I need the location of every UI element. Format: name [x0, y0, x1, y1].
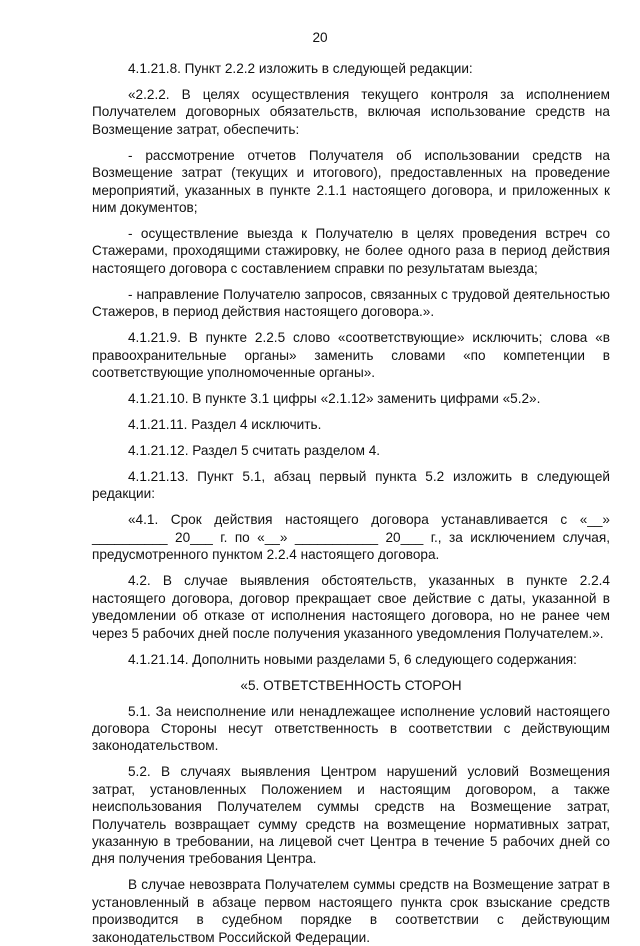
paragraph-4-1-21-14: 4.1.21.14. Дополнить новыми разделами 5, 6 следующего содержания:	[128, 651, 577, 667]
paragraph-4-1-21-11: 4.1.21.11. Раздел 4 исключить.	[128, 417, 322, 433]
list-item-send-requests: - направление Получателю запросов, связанных с трудовой деятельностью Стажеров, в период действия настоящего договора.».	[92, 286, 610, 320]
paragraph-4-1-21-8: 4.1.21.8. Пункт 2.2.2 изложить в следующей редакции:	[128, 61, 473, 76]
paragraph-4-1-21-9: 4.1.21.9. В пункте 2.2.5 слово «соответствующие» исключить; слова «в правоохранительные органы» заменить словами «по компетенции в соответствующие уполномоченные органы».	[92, 330, 610, 381]
document-body	[92, 60, 610, 946]
paragraph-4-1-21-13: 4.1.21.13. Пункт 5.1, абзац первый пункта 5.2 изложить в следующей редакции:	[92, 469, 610, 502]
paragraph-5-2-non-return: В случае невозврата Получателем суммы средств на Возмещение затрат в установленный в абзаце первом настоящего пункта срок взыскание средств производится в судебном порядке в соответствии с действующим законодательством Российской Федерации.	[92, 877, 610, 945]
page-number: 20	[312, 30, 328, 45]
paragraph-4-1-21-10: 4.1.21.10. В пункте 3.1 цифры «2.1.12» заменить цифрами «5.2».	[128, 391, 541, 407]
paragraph-5-2: 5.2. В случаях выявления Центром нарушений условий Возмещения затрат, установленных Положением и настоящим договором, а также неиспользования Получателем суммы средств на Возмещение затрат, Получатель возвращает сумму средств на возмещение нормативных затрат, указанную в требовании, на лицевой счет Центра в течение 5 рабочих дней со дня получения требования Центра.	[92, 764, 610, 867]
list-item-review-reports: - рассмотрение отчетов Получателя об использовании средств на Возмещение затрат (текущих и итогового), предоставленных на проведение мероприятий, указанных в пункте 2.1.1 настоящего договора, и приложенных к ним документов;	[92, 147, 610, 216]
paragraph-4-1: «4.1. Срок действия настоящего договора устанавливается с «__» __________ 20___ г. по «__» ___________ 20___ г., за исключением случая, предусмотренного пунктом 2.2.4 настоящего договора.	[92, 512, 610, 563]
list-item-site-visit: - осуществление выезда к Получателю в целях проведения встреч со Стажерами, проходящими стажировку, не более одного раза в период действия настоящего договора с составлением справки по результатам выезда;	[92, 226, 610, 276]
paragraph-2-2-2: «2.2.2. В целях осуществления текущего контроля за исполнением Получателем договорных обязательств, включая использование средств на Возмещение затрат, обеспечить:	[92, 87, 610, 137]
paragraph-4-1-21-12: 4.1.21.12. Раздел 5 считать разделом 4.	[128, 443, 381, 459]
paragraph-4-2: 4.2. В случае выявления обстоятельств, указанных в пункте 2.2.4 настоящего договора, договор прекращает свое действие с даты, указанной в уведомлении об отказе от исполнения настоящего договора, но не ранее чем через 5 рабочих дней после получения указанного уведомления Получателем.».	[92, 573, 610, 641]
paragraph-5-1: 5.1. За неисполнение или ненадлежащее исполнение условий настоящего договора Стороны несут ответственность в соответствии с действующим законодательством.	[92, 703, 610, 754]
section-heading-5: «5. ОТВЕТСТВЕННОСТЬ СТОРОН	[240, 677, 462, 693]
